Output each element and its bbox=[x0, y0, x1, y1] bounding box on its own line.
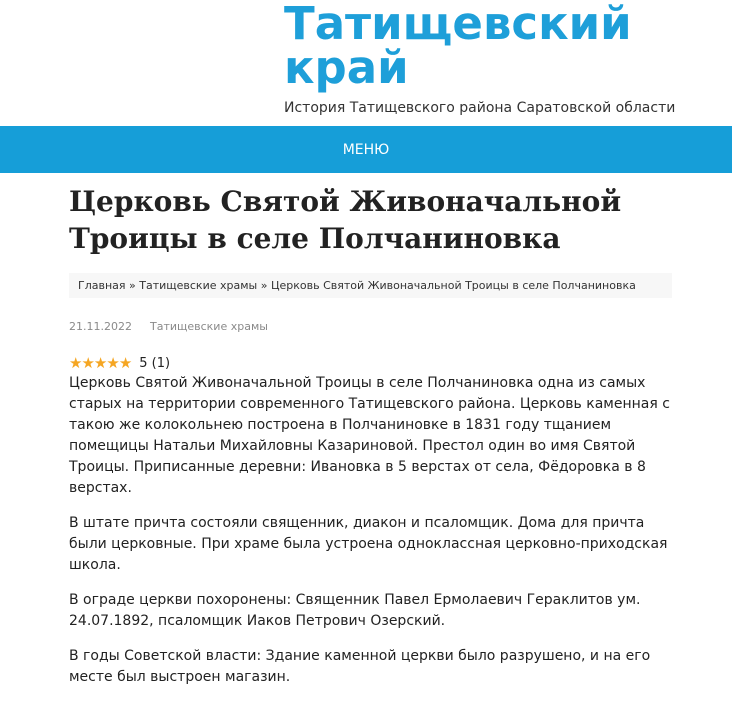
article-paragraph: Церковь Святой Живоначальной Троицы в селе Полчаниновка одна из самых старых на территории современного Татищевского района. Церковь каменная с такою же колокольнею построена в Полчаниновке в 1831 году тщанием помещицы Натальи Михайловны Казариновой. Престол один во имя Святой Троицы. Приписанные деревни: Ивановка в 5 верстах от села, Фёдоровка в 8 верстах. bbox=[69, 375, 670, 496]
breadcrumb-separator: » bbox=[129, 279, 136, 292]
star-icon[interactable]: ★ bbox=[81, 354, 94, 372]
breadcrumb-home-link[interactable]: Главная bbox=[78, 279, 126, 292]
star-icon[interactable]: ★ bbox=[93, 354, 107, 372]
entry-meta bbox=[69, 320, 672, 333]
article-paragraph: В штате причта состояли священник, диакон и псаломщик. Дома для причта были церковные. При храме была устроена одноклассная церковно-приходская школа. bbox=[69, 515, 668, 573]
breadcrumb-current: Церковь Святой Живоначальной Троицы в селе Полчаниновка bbox=[270, 279, 636, 292]
site-title-line1: Татищевский bbox=[284, 0, 632, 50]
post-date: 21.11.2022 bbox=[69, 320, 132, 333]
star-rating bbox=[69, 355, 672, 371]
post-category-link[interactable]: Татищевские храмы bbox=[149, 320, 268, 333]
rating-stars[interactable] bbox=[69, 355, 131, 371]
site-header bbox=[0, 0, 732, 126]
article-paragraph: В годы Советской власти: Здание каменной церкви было разрушено, и на его месте был выстроен магазин. bbox=[69, 648, 651, 685]
main-navigation bbox=[0, 126, 732, 173]
rating-value: 5 (1) bbox=[139, 355, 171, 371]
breadcrumb bbox=[69, 273, 672, 298]
page-title: Церковь Святой Живоначальной Троицы в селе Полчаниновка bbox=[69, 185, 622, 255]
star-icon[interactable]: ★ bbox=[106, 354, 119, 372]
menu-toggle-button[interactable]: МЕНЮ bbox=[335, 142, 398, 158]
breadcrumb-category-link[interactable]: Татищевские храмы bbox=[139, 279, 258, 292]
star-icon[interactable]: ★ bbox=[69, 354, 82, 372]
site-title-line2: край bbox=[284, 41, 409, 94]
article-paragraph: В ограде церкви похоронены: Священник Павел Ермолаевич Гераклитов ум. 24.07.1892, псаломщик Иаков Петрович Озерский. bbox=[69, 592, 641, 629]
breadcrumb-separator: » bbox=[260, 279, 268, 292]
star-icon[interactable]: ★ bbox=[118, 354, 132, 372]
site-title-link[interactable] bbox=[284, 0, 632, 94]
article-body bbox=[69, 373, 672, 688]
site-description: История Татищевского района Саратовской области bbox=[284, 100, 676, 116]
main-content bbox=[0, 183, 672, 688]
